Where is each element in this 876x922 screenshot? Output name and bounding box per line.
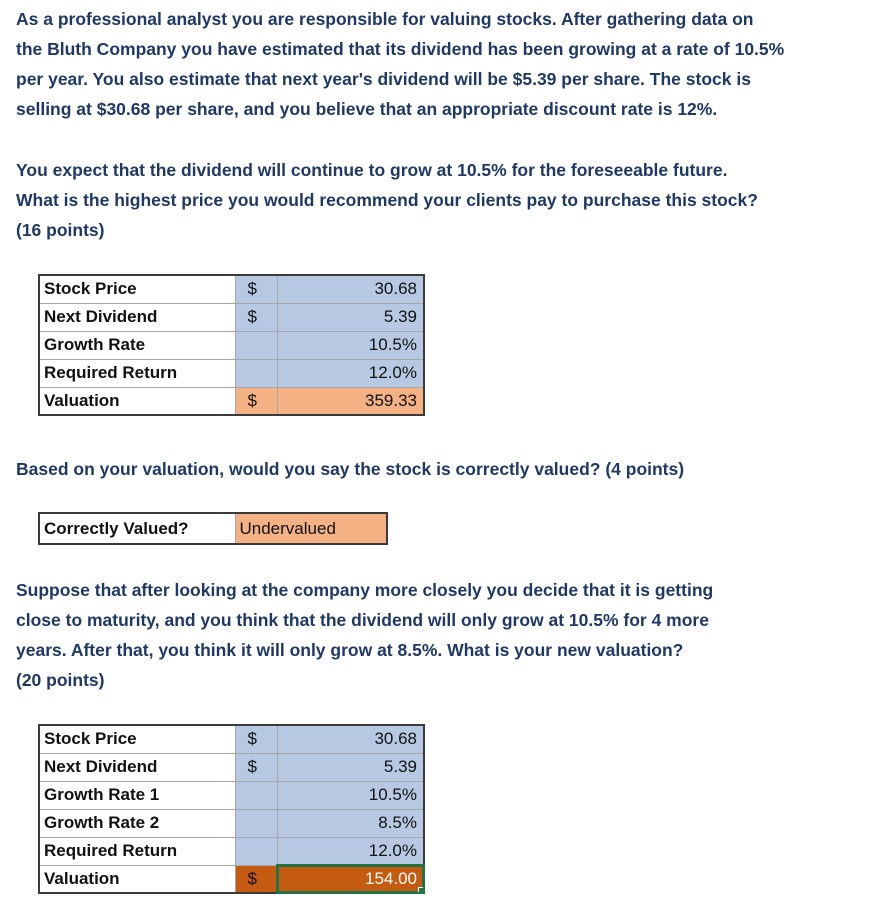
table-row [39,275,424,303]
value-cell[interactable]: 5.39 [277,753,424,781]
question-2-line: Based on your valuation, would you say the stock is correctly valued? (4 points) [16,459,685,479]
row-label[interactable]: Valuation [39,865,235,893]
table-row [39,725,424,753]
correctly-valued-table [38,512,388,545]
row-label[interactable]: Growth Rate 2 [39,809,235,837]
row-label[interactable]: Stock Price [39,275,235,303]
table-row [39,513,387,544]
table-row [39,837,424,865]
table-row [39,387,424,415]
correctly-valued-answer[interactable]: Undervalued [235,513,387,544]
row-label[interactable]: Stock Price [39,725,235,753]
currency-cell[interactable] [235,331,277,359]
row-label[interactable]: Valuation [39,387,235,415]
question-2 [16,454,866,484]
intro-line: selling at $30.68 per share, and you believe that an appropriate discount rate is 12%. [16,99,718,119]
currency-cell[interactable]: $ [235,753,277,781]
valuation-result-text: 154.00 [365,868,417,888]
question-1-line: (16 points) [16,220,105,240]
question-3-line: close to maturity, and you think that the dividend will only grow at 10.5% for 4 more [16,610,709,630]
correctly-valued-label[interactable]: Correctly Valued? [39,513,235,544]
valuation-result-cell[interactable]: 359.33 [277,387,424,415]
question-1-line: What is the highest price you would recommend your clients pay to purchase this stock? [16,190,758,210]
currency-cell[interactable] [235,837,277,865]
value-cell[interactable]: 30.68 [277,725,424,753]
row-label[interactable]: Growth Rate [39,331,235,359]
valuation-table-1 [38,274,425,416]
question-3-line: (20 points) [16,670,105,690]
table-row [39,359,424,387]
row-label[interactable]: Required Return [39,359,235,387]
row-label[interactable]: Growth Rate 1 [39,781,235,809]
intro-paragraph [16,4,866,124]
intro-line: the Bluth Company you have estimated that its dividend has been growing at a rate of 10.5% [16,39,785,59]
currency-cell[interactable]: $ [235,275,277,303]
currency-cell[interactable] [235,781,277,809]
table-row [39,809,424,837]
row-label[interactable]: Required Return [39,837,235,865]
row-label[interactable]: Next Dividend [39,753,235,781]
currency-cell[interactable] [235,809,277,837]
value-cell[interactable]: 8.5% [277,809,424,837]
value-cell[interactable]: 12.0% [277,359,424,387]
question-3-line: Suppose that after looking at the company more closely you decide that it is getting [16,580,714,600]
selected-valuation-cell[interactable] [277,865,424,893]
value-cell[interactable]: 10.5% [277,331,424,359]
row-label[interactable]: Next Dividend [39,303,235,331]
table-row [39,865,424,893]
currency-cell[interactable]: $ [235,725,277,753]
table-row [39,781,424,809]
fill-handle[interactable] [418,887,424,893]
value-cell[interactable]: 5.39 [277,303,424,331]
value-cell[interactable]: 30.68 [277,275,424,303]
question-1 [16,155,866,245]
currency-cell[interactable] [235,359,277,387]
valuation-table-2 [38,724,425,894]
question-3 [16,575,866,695]
currency-cell[interactable]: $ [235,865,277,893]
intro-line: As a professional analyst you are responsible for valuing stocks. After gathering data on [16,9,754,29]
currency-cell[interactable]: $ [235,387,277,415]
value-cell[interactable]: 10.5% [277,781,424,809]
intro-line: per year. You also estimate that next year's dividend will be $5.39 per share. The stock is [16,69,751,89]
table-row [39,331,424,359]
value-cell[interactable]: 12.0% [277,837,424,865]
table-row [39,303,424,331]
question-3-line: years. After that, you think it will only grow at 8.5%. What is your new valuation? [16,640,684,660]
question-1-line: You expect that the dividend will continue to grow at 10.5% for the foreseeable future. [16,160,728,180]
table-row [39,753,424,781]
currency-cell[interactable]: $ [235,303,277,331]
